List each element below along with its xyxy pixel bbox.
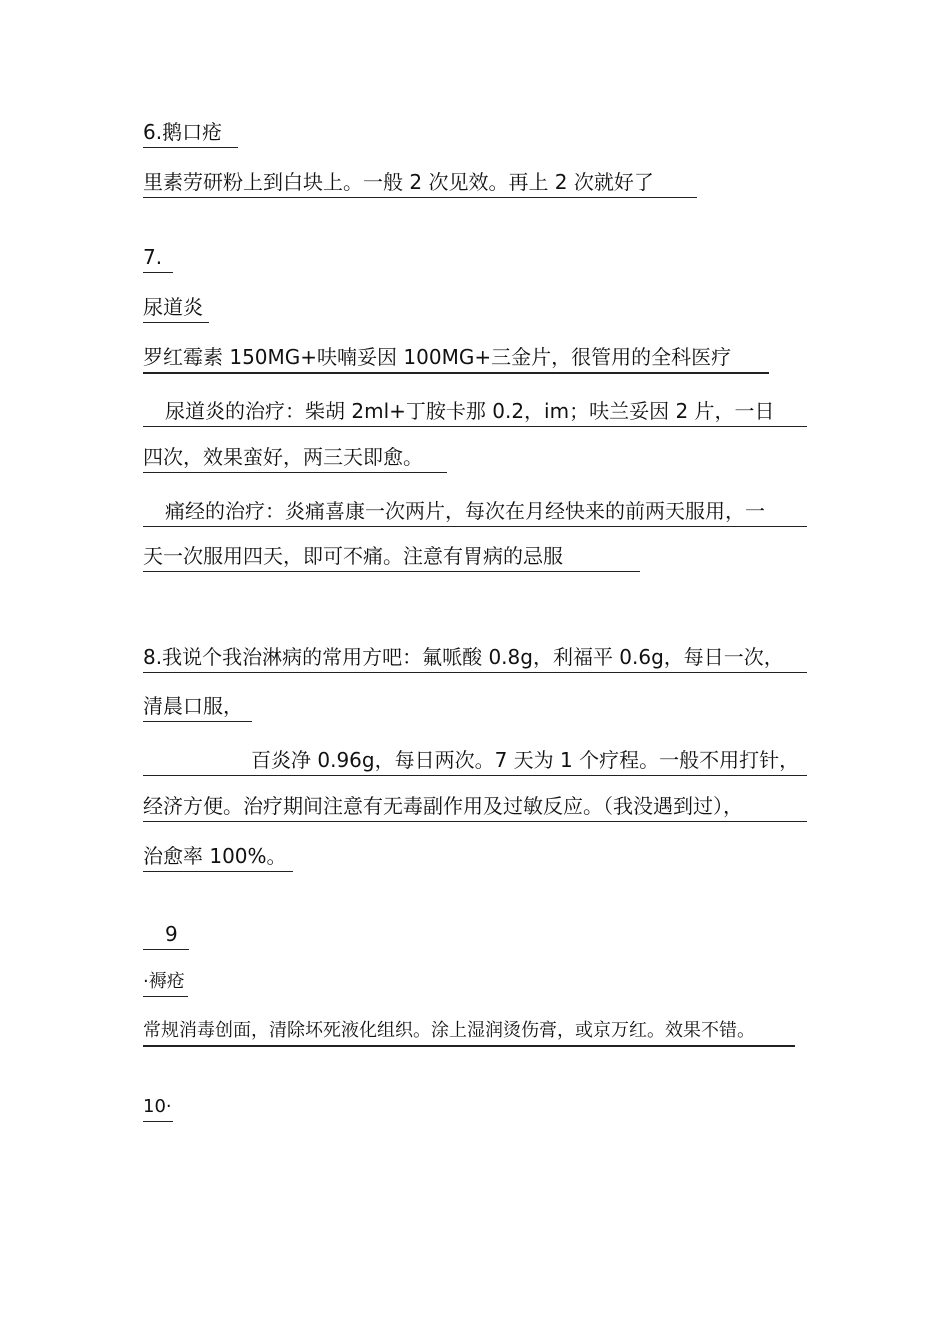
text-urethritis-treatment-line2: 四次，效果蛮好，两三天即愈。 xyxy=(143,447,447,473)
text-urethritis-treatment-line1: 尿道炎的治疗：柴胡 2ml+丁胺卡那 0.2，im；呋兰妥因 2 片，一日 xyxy=(143,401,807,427)
heading-9-number: 9 xyxy=(143,924,189,950)
text-gonorrhea-line4: 经济方便。治疗期间注意有无毒副作用及过敏反应。（我没遇到过）， xyxy=(143,796,807,822)
text-gonorrhea-line3: 百炎净 0.96g，每日两次。7 天为 1 个疗程。一般不用打针， xyxy=(143,750,807,776)
text-bedsore-treatment: 常规消毒创面，清除坏死液化组织。涂上湿润烫伤膏，或京万红。效果不错。 xyxy=(143,1022,795,1047)
text-urethritis-prescription: 罗红霉素 150MG+呋喃妥因 100MG+三金片，很管用的全科医疗 xyxy=(143,347,769,374)
text-gonorrhea-line1: 8.我说个我治淋病的常用方吧：氟哌酸 0.8g，利福平 0.6g，每日一次， xyxy=(143,647,807,673)
heading-6-thrush: 6.鹅口疮 xyxy=(143,122,238,148)
heading-7-urethritis: 尿道炎 xyxy=(143,297,209,323)
heading-10-number: 10· xyxy=(143,1098,173,1122)
text-gonorrhea-line2: 清晨口服， xyxy=(143,696,252,722)
text-thrush-treatment: 里素劳研粉上到白块上。一般 2 次见效。再上 2 次就好了 xyxy=(143,172,697,198)
heading-7-number: 7. xyxy=(143,247,173,273)
text-dysmenorrhea-treatment-line2: 天一次服用四天，即可不痛。注意有胃病的忌服 xyxy=(143,546,640,572)
heading-9-bedsore: ·褥疮 xyxy=(143,973,188,997)
text-dysmenorrhea-treatment-line1: 痛经的治疗：炎痛喜康一次两片，每次在月经快来的前两天服用，一 xyxy=(143,501,807,527)
text-gonorrhea-line5: 治愈率 100%。 xyxy=(143,846,293,872)
